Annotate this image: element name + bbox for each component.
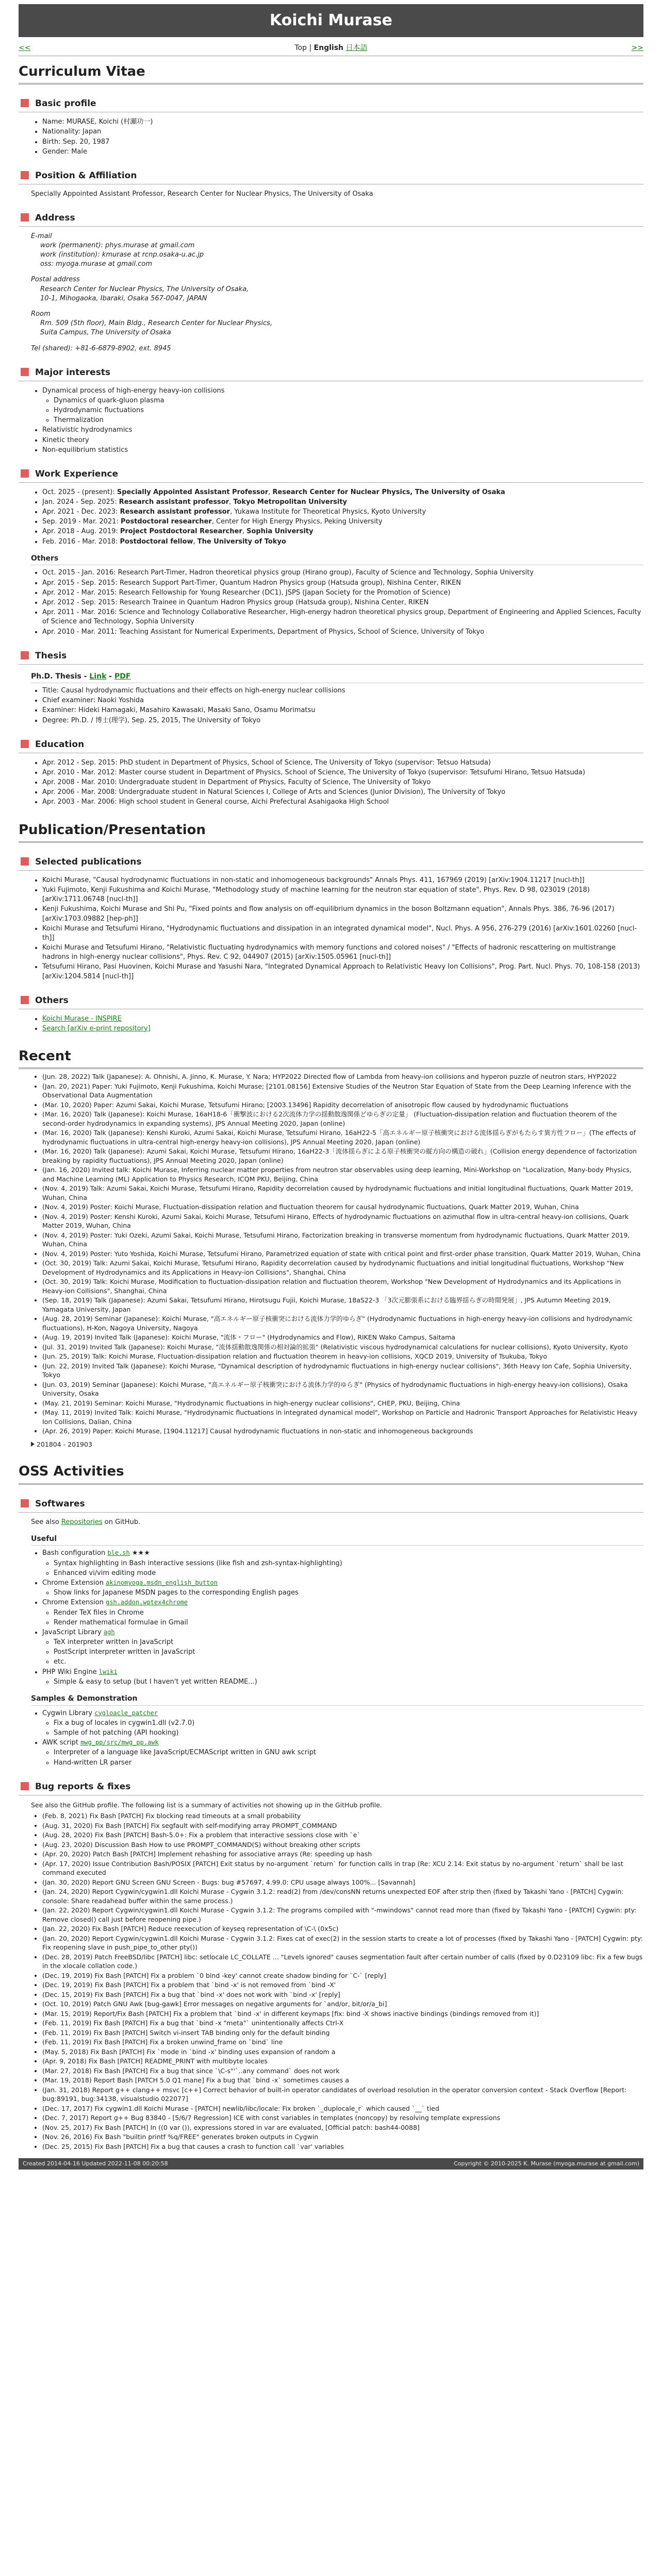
basic-profile xyxy=(19,117,643,157)
list-item: • Oct. 2025 - (present): Specially Appointed Assistant Professor, Research Center for Nuclear Physics, The University of Osaka xyxy=(42,488,643,497)
list-item: • (Dec. 7, 2017) Report g++ Bug 83840 - [5/6/7 Regression] ICE with const variables in templates (noncopy) by resolving template expressions xyxy=(42,2113,643,2123)
softwares-title: Softwares xyxy=(35,1498,85,1509)
main-content xyxy=(19,61,643,2151)
bullet-square-icon xyxy=(21,1499,29,1507)
list-item: ◦ Enhanced vi/vim editing mode xyxy=(54,1569,643,1578)
list-item: • (Jan. 20, 2020) Report Cygwin/cygwin1.dll Koichi Murase - Cygwin 3.1.2: Fixes cat of exec(2) in the session starts to create a lot of processes (fixed by Takashi Yano - [PATCH] Cygwin: pty: Fix reopening slave in push_pipe_to_other pty()) xyxy=(42,1934,643,1952)
pub-heading: Publication/Presentation xyxy=(19,820,643,843)
list-item: • Apr. 2015 - Sep. 2015: Research Support Part-Timer, Quantum Hadron Physics group (Hatsuda group), Nishina Center, RIKEN xyxy=(42,579,643,588)
list-item: • (Jul. 31, 2019) Invited Talk (Japanese): Koichi Murase, "流体揺動散逸関係の相対論的拡張" (Relativistic viscous hydrodynamical calculations for nuclear collisions), Kyoto University, Kyoto xyxy=(42,1343,643,1352)
bugs-heading xyxy=(19,1781,643,1795)
list-item xyxy=(42,1014,643,1024)
room-line: Rm. 509 (5th floor), Main Bldg., Research Center for Nuclear Physics, xyxy=(40,319,273,328)
list-item: ◦ TeX interpreter written in JavaScript xyxy=(54,1638,643,1647)
list-item: • (Apr. 9, 2018) Fix Bash [PATCH] README_PRINT with multibyte locales xyxy=(42,2057,643,2066)
role: Specially Appointed Assistant Professor xyxy=(117,488,269,496)
education-title: Education xyxy=(35,739,85,750)
bullet-square-icon xyxy=(21,213,29,222)
date: Apr. 2018 - Aug. 2019: xyxy=(42,528,118,536)
list-item: • (Jan. 20, 2021) Paper: Yuki Fujimoto, Kenji Fukushima, Koichi Murase; [2101.08156] Extensive Studies of the Neutron Star Equation of State from the Deep Learning Inference with the Observational Data Augmentation xyxy=(42,1082,643,1100)
bullet-square-icon xyxy=(21,740,29,748)
list-item: • Degree: Ph.D. / 博士(理学), Sep. 25, 2015, The University of Tokyo xyxy=(42,716,643,725)
basic-profile-heading xyxy=(19,98,643,112)
list-item: • (May. 5, 2018) Fix Bash [PATCH] Fix `mode in `bind -x' binding uses expansion of random a xyxy=(42,2047,643,2057)
thesis-pdf-link[interactable]: PDF xyxy=(114,672,131,681)
page-footer xyxy=(19,2158,643,2170)
list-item: • (Nov. 4, 2019) Poster: Kenshi Kuroki, Azumi Sakai, Koichi Murase, Tetsufumi Hirano, Effects of hydrodynamic fluctuations on azimuthal flow in ultra-central heavy-ion collisions, Quark Matter 2019, Wuhan, China xyxy=(42,1212,643,1230)
list-item: ◦ PostScript interpreter written in JavaScript xyxy=(54,1648,643,1657)
list-item xyxy=(42,1579,643,1598)
list-item: • (Apr. 20, 2020) Patch Bash [PATCH] Implement rehashing for associative arrays (Re: speeding up hash xyxy=(42,1850,643,1859)
bugs-intro: See also the GitHub profile. The following list is a summary of activities not showing up in the GitHub profile. xyxy=(31,1801,382,1809)
bullet-square-icon xyxy=(21,171,29,179)
list-item: • Relativistic hydrodynamics xyxy=(42,426,643,435)
list-item: ◦ Syntax highlighting in Bash interactive sessions (like fish and zsh-syntax-highlighting) xyxy=(54,1559,643,1568)
list-item: • Apr. 2012 - Sep. 2015: PhD student in Department of Physics, School of Science, The University of Tokyo (supervisor: Tetsuo Hatsuda) xyxy=(42,758,643,768)
list-item: • (Mar. 16, 2020) Talk (Japanese): Kenshi Kuroki, Azumi Sakai, Koichi Murase, Tetsufumi Hirano, 16aH22-5「高エネルギー原子核衝突における流体揺らぎがもたらす異方性フロー」(The effects of hydrodynamic fluctuations in ultra-central high-energy heavy-ion collisions), JPS Annual Meeting 2020, Japan (online) xyxy=(42,1128,643,1146)
list-item: • Sep. 2019 - Mar. 2021: Postdoctoral researcher, Center for High Energy Physics, Peking University xyxy=(42,517,643,527)
mwg-pp-link[interactable]: mwg_pp/src/mwg_pp.awk xyxy=(80,1739,159,1747)
list-item: • (Dec. 17, 2017) Fix cygwin1.dll Koichi Murase - [PATCH] newlib/libc/locale: Fix broken `_duplocale_r` which caused `__` tied xyxy=(42,2104,643,2113)
oss-heading: OSS Activities xyxy=(19,1461,643,1484)
list-item: • (Mar. 10, 2020) Paper: Azumi Sakai, Koichi Murase, Tetsufumi Hirano; [2003.13496] Rapidity decorrelation of anisotropic flow caused by hydrodynamic fluctuations xyxy=(42,1100,643,1110)
prev-link[interactable]: << xyxy=(19,44,31,52)
list-item: • (Oct. 30, 2019) Talk: Koichi Murase, Modification to fluctuation-dissipation relation and fluctuation theorem, Workshop "New Development of Hydrodynamics and its Applications in Heavy-ion Collisions", Shanghai, China xyxy=(42,1277,643,1295)
page-title: Koichi Murase xyxy=(270,11,392,29)
list-item: • Kenji Fukushima, Koichi Murase and Shi Pu, "Fixed points and flow analysis on off-equilibrium dynamics in the boson Boltzmann equation", Annals Phys. 386, 76-96 (2017) [arXiv:1703.09882 [hep-ph]] xyxy=(42,905,643,923)
repositories-link[interactable]: Repositories xyxy=(61,1518,103,1526)
list-item: • (Apr. 26, 2019) Paper: Koichi Murase, [1904.11217] Causal hydrodynamic fluctuations in non-static and inhomogeneous backgrounds xyxy=(42,1427,643,1436)
label: PHP Wiki Engine xyxy=(42,1668,97,1676)
bullet-square-icon xyxy=(21,996,29,1004)
list-item: • Examiner: Hideki Hamagaki, Masahiro Kawasaki, Masaki Sano, Osamu Morimatsu xyxy=(42,706,643,715)
address-block xyxy=(19,232,643,353)
list-item: • (Mar. 15, 2019) Report/Fix Bash [PATCH] Fix a problem that `bind -x' in different keymaps [fix: bind -X shows inactive bindings (bindings removed from it)] xyxy=(42,2009,643,2019)
bullet-square-icon xyxy=(21,651,29,659)
list-item: • (Oct. 10, 2019) Patch GNU Awk [bug-gawk] Error messages on negative arguments for `and/or, bit/or/a_bi] xyxy=(42,1999,643,2009)
recent-list xyxy=(19,1072,643,1449)
list-item: • (Apr. 17, 2020) Issue Contribution Bash/POSIX [PATCH] Exit status by no-argument `return` for function calls in trap (Re: XCU 2.14: Exit status by no-argument `return` shall be last command executed xyxy=(42,1859,643,1877)
list-item: • Koichi Murase, "Causal hydrodynamic fluctuations in non-static and inhomogeneous backgrounds" Annals Phys. 411, 167969 (2019) [arXiv:1904.11217 [nucl-th]] xyxy=(42,876,643,885)
text: See also xyxy=(31,1518,59,1526)
tel: Tel (shared): +81-6-6879-8902, ext. 8945 xyxy=(31,344,171,352)
list-item: • (Jan. 22, 2020) Report Cygwin/cygwin1.dll Koichi Murase - Cygwin 3.1.2: The programs compiled with "-mwindows" cannot read more than (fixed by Takashi Yano - [PATCH] Cygwin: pty: Remove closed() call just before reopening pipe.) xyxy=(42,1906,643,1924)
list-item: • (Jan. 22, 2020) Fix Bash [PATCH] Reduce reexecution of keyseq representation of \C-\ (0x5c) xyxy=(42,1924,643,1934)
wptex-extension-link[interactable]: gsh.addon.wptex4chrome xyxy=(106,1599,188,1606)
list-item xyxy=(42,1668,643,1687)
interests-heading xyxy=(19,367,643,381)
list-item: • (Feb. 11, 2019) Fix Bash [PATCH] Fix a broken unwind_frame on `bind` line xyxy=(42,2038,643,2047)
list-item: • Koichi Murase and Tetsufumi Hirano, "Relativistic fluctuating hydrodynamics with memory functions and colored noises" / "Effects of hadronic rescattering on multistrange hadrons in high-energy nuclear collisions", Phys. Rev. C 92, 044907 (2015) [arXiv:1505.05961 [nucl-th]] xyxy=(42,943,643,962)
list-item: • (Dec. 19, 2019) Fix Bash [PATCH] Fix a problem that `bind -x' is not removed from `bind -X' xyxy=(42,1980,643,1990)
recent-more[interactable] xyxy=(31,1440,643,1449)
list-item: • (Jan. 16, 2020) Invited talk: Koichi Murase, Inferring nuclear matter properties from neutron star observables using deep learning, Mini-Workshop on "Localization, Many-body Physics, and Machine Learning (ML) Application to Physics Research, ICQM PKU, Beijing, China xyxy=(42,1165,643,1183)
footer-copyright: Copyright © 2010-2025 K. Murase (myoga.murase at gmail.com) xyxy=(454,2160,639,2167)
org: Yukawa Institute for Theoretical Physics, Kyoto University xyxy=(234,508,426,516)
address-heading xyxy=(19,212,643,227)
room-label: Room xyxy=(31,310,51,318)
footer-dates: Created 2014-04-16 Updated 2022-11-08 00:20:58 xyxy=(23,2160,168,2167)
list-item: • Gender: Male xyxy=(42,147,643,157)
list-item: ◦ etc. xyxy=(54,1657,643,1667)
japanese-link[interactable]: 日本語 xyxy=(345,44,368,52)
top-navigation xyxy=(19,43,643,55)
list-item: • (Oct. 30, 2019) Talk: Azumi Sakai, Koichi Murase, Tetsufumi Hirano, Rapidity decorrelation caused by hydrodynamic fluctuations and initial longitudinal fluctuations, Workshop "New Development of Hydrodynamics and its Applications in Heavy-ion Collisions", Shanghai, China xyxy=(42,1259,643,1277)
bugs-list xyxy=(19,1801,643,2151)
email-line: work (permanent): phys.murase at gmail.com xyxy=(40,241,195,249)
postal-line: 10-1, Mihogaoka, Ibaraki, Osaka 567-0047, JAPAN xyxy=(40,294,207,302)
list-item: ◦ Dynamics of quark-gluon plasma xyxy=(54,396,643,405)
list-item: • Name: MURASE, Koichi (村瀬功一) xyxy=(42,117,643,127)
useful-heading: Useful xyxy=(31,1534,643,1546)
list-item: • (Dec. 19, 2019) Fix Bash [PATCH] Fix a problem `0 bind -key' cannot create shadow binding for `C-` [reply] xyxy=(42,1971,643,1980)
label: Cygwin Library xyxy=(42,1709,93,1717)
list-item: • (Jan. 24, 2020) Report Cygwin/cygwin1.dll Koichi Murase - Cygwin 3.1.2: read(2) from /dev/consNN returns unexpected EOF after strip then (fixed by Takashi Yano - [PATCH] Cygwin: console: Share readahead buffer within the same process.) xyxy=(42,1887,643,1905)
recent-heading: Recent xyxy=(19,1046,643,1069)
list-item: • Yuki Fujimoto, Kenji Fukushima and Koichi Murase, "Methodology study of machine learning for the neutron star equation of state", Phys. Rev. D 98, 023019 (2018) [arXiv:1711.06748 [nucl-th]] xyxy=(42,886,643,904)
list-item: • Oct. 2015 - Jan. 2016: Research Part-Timer, Hadron theoretical physics group (Hirano group), Faculty of Science and Technology, Sophia University xyxy=(42,568,643,578)
bullet-square-icon xyxy=(21,1782,29,1790)
list-item: • (Jun. 28, 2022) Talk (Japanese): A. Ohnishi, A. Jinno, K. Murase, Y. Nara; HYP2022 Directed flow of Lambda from heavy-ion collisions and hyperon puzzle of neutron stars, HYP2022 xyxy=(42,1072,643,1081)
list-item: • Apr. 2021 - Dec. 2023: Research assistant professor, Yukawa Institute for Theoretical Physics, Kyoto University xyxy=(42,507,643,517)
role: Postdoctoral fellow xyxy=(120,537,193,546)
samples-heading: Samples & Demonstration xyxy=(31,1694,643,1706)
thesis xyxy=(19,672,643,725)
arxiv-link[interactable]: Search [arXiv e-print repository] xyxy=(42,1024,151,1032)
list-item: • (Nov. 25, 2017) Fix Bash [PATCH] In ((0 var ()), expressions stored in var are evaluated, [Official patch: bash44-0088] xyxy=(42,2123,643,2132)
list-item: • (Feb. 8, 2021) Fix Bash [PATCH] Fix blocking read timeouts at a small probability xyxy=(42,1811,643,1821)
list-item xyxy=(42,1024,643,1033)
list-item: • Apr. 2012 - Sep. 2015: Research Trainee in Quantum Hadron Physics group (Hatsuda group), Nishina Center, RIKEN xyxy=(42,598,643,607)
list-item xyxy=(42,1709,643,1738)
list-item: • (Nov. 4, 2019) Talk: Azumi Sakai, Koichi Murase, Tetsufumi Hirano, Rapidity decorrelation caused by hydrodynamic fluctuations and initial longitudinal fluctuations, Quark Matter 2019, Wuhan, China xyxy=(42,1184,643,1202)
list-item: • Kinetic theory xyxy=(42,436,643,445)
position-text: Specially Appointed Assistant Professor, Research Center for Nuclear Physics, The University of Osaka xyxy=(31,190,373,198)
list-item: • (Mar. 16, 2020) Talk (Japanese): Azumi Sakai, Koichi Murase, Tetsufumi Hirano, 16aH22-3「流体揺らぎによる原子核衝突の縦方向の構造の破れ」(Collision energy dependence of factorization breaking by rapidity fluctuations), JPS Annual Meeting 2020, Japan (online) xyxy=(42,1147,643,1165)
education xyxy=(19,758,643,807)
softwares-intro xyxy=(19,1518,643,1768)
pub-others-title: Others xyxy=(35,995,69,1006)
work-heading xyxy=(19,468,643,483)
list-item: • (Dec. 15, 2019) Fix Bash [PATCH] Fix a bug that `bind -x' does not work with `bind -x' [reply] xyxy=(42,1990,643,1999)
position-title: Position & Affiliation xyxy=(35,170,137,181)
role: Research assistant professor xyxy=(120,508,230,516)
email-line: work (institution): kmurase at rcnp.osaka-u.ac.jp xyxy=(40,251,204,259)
role: Project Postdoctoral Researcher xyxy=(120,528,242,536)
nav-center: Top | English 日本語 xyxy=(294,44,368,52)
list-item xyxy=(42,1598,643,1628)
list-item xyxy=(42,386,643,426)
bullet-square-icon xyxy=(21,99,29,107)
interest-label: Dynamical process of high-energy heavy-ion collisions xyxy=(42,386,225,395)
list-item: ◦ Render mathematical formulae in Gmail xyxy=(54,1618,643,1628)
recent-items xyxy=(31,1072,643,1436)
selected-pub-heading xyxy=(19,856,643,871)
work-others-heading: Others xyxy=(31,554,643,566)
list-item: • Apr. 2011 - Mar. 2016: Science and Technology Collaborative Researcher, High-energy hadron theoretical physics group, Department of Engineering and Applied Sciences, Faculty of Science and Technology, Sophia University xyxy=(42,608,643,626)
work-list xyxy=(19,488,643,637)
list-item: • (Aug. 23, 2020) Discussion Bash How to use PROMPT_COMMAND(S) without breaking other scripts xyxy=(42,1840,643,1850)
role: Postdoctoral researcher xyxy=(121,518,212,526)
list-item: • (Dec. 28, 2019) Patch FreeBSD/libc [PATCH] libc: setlocale LC_COLLATE ... "Levels ignored" causes segmentation fault after certain number of calls (fixed by 0.D23109 libc: Fix a few bugs in the xlocale collation code.) xyxy=(42,1953,643,1971)
lwiki-link[interactable]: lwiki xyxy=(98,1668,118,1675)
label: Bash configuration xyxy=(42,1549,106,1557)
list-item: • Feb. 2016 - Mar. 2018: Postdoctoral fellow, The University of Tokyo xyxy=(42,537,643,547)
thesis-title: Thesis xyxy=(35,650,67,661)
top-link[interactable]: Top xyxy=(294,44,307,52)
text: on GitHub. xyxy=(104,1518,141,1526)
org: The University of Tokyo xyxy=(197,537,286,546)
bullet-square-icon xyxy=(21,469,29,478)
english-link[interactable]: English xyxy=(313,44,344,52)
work-title: Work Experience xyxy=(35,468,119,479)
msdn-extension-link[interactable]: akinomyoga.msdn_english_button xyxy=(106,1579,218,1586)
list-item: • (Aug. 28, 2020) Fix Bash [PATCH] Bash-5.0+: Fix a problem that interactive sessions close with `e` xyxy=(42,1831,643,1840)
phd-thesis-label: Ph.D. Thesis - Link - PDF xyxy=(31,672,643,684)
thesis-heading xyxy=(19,650,643,665)
list-item: • (Jun. 03, 2019) Seminar (Japanese): Koichi Murase, "高エネルギー原子核衝突における流体力学的ゆらぎ" (Physics of hydrodynamic fluctuations in high-energy heavy-ion collisions), Osaka University, Osaka xyxy=(42,1380,643,1398)
list-item: • Apr. 2012 - Mar. 2015: Research Fellowship for Young Researcher (DC1), JSPS (Japan Society for the Promotion of Science) xyxy=(42,588,643,598)
date: Jan. 2024 - Sep. 2025: xyxy=(42,498,117,506)
list-item: • (Nov. 4, 2019) Poster: Yuto Yoshida, Koichi Murase, Tetsufumi Hirano, Parametrized equation of state with critical point and first-order phase transition, Quark Matter 2019, Wuhan, China xyxy=(42,1249,643,1259)
email-line: oss: myoga.murase at gmail.com xyxy=(40,260,152,268)
selected-pub-title: Selected publications xyxy=(35,856,142,867)
list-item: • (Jun. 25, 2019) Talk: Koichi Murase, Fluctuation-dissipation relation and fluctuation theorem in heavy-ion collisions, XQCD 2019, University of Tsukuba, Tokyo xyxy=(42,1352,643,1361)
list-item: • Apr. 2008 - Mar. 2010: Undergraduate student in Department of Physics, Faculty of Science, The University of Tokyo xyxy=(42,778,643,787)
date: Apr. 2021 - Dec. 2023: xyxy=(42,508,118,516)
list-item: • Apr. 2018 - Aug. 2019: Project Postdoctoral Researcher, Sophia University xyxy=(42,527,643,536)
list-item: • (Jan. 31, 2018) Report g++ clang++ msvc [c++] Correct behavior of built-in operator candidates of overload resolution in the operator conversion context - Stack Overflow [Report: bug:89191, bug:34138, visualstudio 022077] xyxy=(42,2086,643,2104)
date: Feb. 2016 - Mar. 2018: xyxy=(42,537,118,546)
list-item: ◦ Hand-written LR parser xyxy=(54,1758,643,1768)
org: Tokyo Metropolitan University xyxy=(233,498,347,506)
label: Ph.D. Thesis xyxy=(31,672,81,681)
recent-more-label: 201804 - 201903 xyxy=(37,1440,92,1448)
email-label: E-mail xyxy=(31,232,52,240)
star-rating: ★★★ xyxy=(131,1549,150,1557)
list-item: • (Mar. 16, 2020) Talk (Japanese): Koichi Murase, 16aH18-6「衝撃波における2次流体力学の揺動散逸関係どゆらぎの定量」 (Fluctuation-dissipation relation and fluctuation theorem of the second-order hydrodynamics in expanding systems), JPS Annual Meeting 2020, Japan (online) xyxy=(42,1110,643,1128)
room-line: Suita Campus, The University of Osaka xyxy=(40,329,171,337)
page-header xyxy=(19,4,643,37)
list-item: • (Mar. 19, 2018) Report Bash [PATCH 5.0 Q1 mane] Fix a bug that `bind -x` sometimes causes a xyxy=(42,2076,643,2085)
list-item: • Apr. 2010 - Mar. 2012: Master course student in Department of Physics, School of Science, The University of Tokyo (supervisor: Tetsufumi Hirano, Tetsuo Hatsuda) xyxy=(42,768,643,777)
list-item: • (Feb. 11, 2019) Fix Bash [PATCH] Fix a bug that `bind -x "meta"` unintentionally affects Ctrl-X xyxy=(42,2019,643,2028)
interests xyxy=(19,386,643,455)
list-item: • Koichi Murase and Tetsufumi Hirano, "Hydrodynamic fluctuations and dissipation in an integrated dynamical model", Nucl. Phys. A 956, 276-279 (2016) [arXiv:1601.02260 [nucl-th]] xyxy=(42,924,643,943)
expand-arrow-icon xyxy=(31,1442,35,1447)
list-item: • (Nov. 26, 2016) Fix Bash "builtin printf %q/FREE" generates broken outputs in Cygwin xyxy=(42,2132,643,2142)
list-item: • Non-equilibrium statistics xyxy=(42,446,643,455)
agh-link[interactable]: agh xyxy=(103,1628,115,1636)
list-item: • (Aug. 19, 2019) Invited Talk (Japanese): Koichi Murase, "流体・フロー" (Hydrodynamics and Flow), RIKEN Wako Campus, Saitama xyxy=(42,1333,643,1342)
list-item: ◦ Hydrodynamic fluctuations xyxy=(54,406,643,415)
org: Center for High Energy Physics, Peking University xyxy=(216,518,383,526)
list-item: • (Feb. 11, 2019) Fix Bash [PATCH] Switch vi-insert TAB binding only for the default binding xyxy=(42,2028,643,2038)
softwares-heading xyxy=(19,1498,643,1513)
thesis-link[interactable]: Link xyxy=(89,672,107,681)
list-item: • Apr. 2010 - Mar. 2011: Teaching Assistant for Numerical Experiments, Department of Physics, School of Science, University of Tokyo xyxy=(42,628,643,637)
list-item: • (May. 21, 2019) Seminar: Koichi Murase, "Hydrodynamic fluctuations in high-energy nuclear collisions", CHEP, PKU, Beijing, China xyxy=(42,1399,643,1408)
label: Chrome Extension xyxy=(42,1599,104,1607)
list-item: • (Aug. 31, 2020) Fix Bash [PATCH] Fix segfault with self-modifying array PROMPT_COMMAND xyxy=(42,1821,643,1831)
list-item: • Nationality: Japan xyxy=(42,127,643,137)
list-item: • Birth: Sep. 20, 1987 xyxy=(42,138,643,147)
bullet-square-icon xyxy=(21,857,29,866)
postal-line: Research Center for Nuclear Physics, The University of Osaka, xyxy=(40,285,249,293)
list-item: • Tetsufumi Hirano, Pasi Huovinen, Koichi Murase and Yasushi Nara, "Integrated Dynamical Approach to Relativistic Heavy Ion Collisions", Prog. Part. Nucl. Phys. 70, 108-158 (2013) [arXiv:1204.5814 [nucl-th]] xyxy=(42,962,643,981)
list-item: • Apr. 2003 - Mar. 2006: High school student in General course, Aichi Prefectural Asahigaoka High School xyxy=(42,798,643,807)
list-item: ◦ Sample of hot patching (API hooking) xyxy=(54,1728,643,1738)
position-heading xyxy=(19,170,643,184)
label: AWK script xyxy=(42,1739,78,1747)
list-item: • (Jan. 30, 2020) Report GNU Screen GNU Screen - Bugs: bug #57697, 4.99.0: CPU usage always 100%... [Savannah] xyxy=(42,1878,643,1887)
cv-heading: Curriculum Vitae xyxy=(19,61,643,84)
list-item xyxy=(42,1738,643,1768)
role: Research assistant professor xyxy=(119,498,229,506)
list-item: ◦ Fix a bug of locales in cygwin1.dll (v2.7.0) xyxy=(54,1719,643,1728)
list-item: • Chief examiner: Naoki Yoshida xyxy=(42,696,643,705)
next-link[interactable]: >> xyxy=(631,44,643,52)
basic-profile-title: Basic profile xyxy=(35,98,96,109)
list-item: • (Mar. 27, 2018) Fix Bash [PATCH] Fix a bug that since `\C-s"'`..any command` does not work xyxy=(42,2066,643,2076)
inspire-link[interactable]: Koichi Murase - INSPIRE xyxy=(42,1014,122,1023)
list-item: ◦ Interpreter of a language like JavaScript/ECMAScript written in GNU awk script xyxy=(54,1748,643,1757)
date: Sep. 2019 - Mar. 2021: xyxy=(42,518,119,526)
list-item xyxy=(42,1549,643,1578)
postal-label: Postal address xyxy=(31,276,80,284)
interests-title: Major interests xyxy=(35,367,111,378)
selected-publications xyxy=(19,876,643,981)
bug-items xyxy=(31,1811,643,2151)
list-item: • (Jun. 22, 2019) Invited Talk (Japanese): Koichi Murase, "Dynamical description of hydrodynamic fluctuations in high-energy nuclear collisions", 36th Heavy Ion Cafe, Sophia University, Tokyo xyxy=(42,1362,643,1380)
date: Oct. 2025 - (present): xyxy=(42,488,115,496)
bugs-title: Bug reports & fixes xyxy=(35,1781,131,1792)
org: Research Center for Nuclear Physics, The University of Osaka xyxy=(272,488,505,496)
cygloacle-link[interactable]: cygloacle_patcher xyxy=(94,1709,158,1717)
list-item: • Title: Causal hydrodynamic fluctuations and their effects on high-energy nuclear collisions xyxy=(42,686,643,696)
education-heading xyxy=(19,739,643,753)
org: Sophia University xyxy=(246,528,313,536)
list-item: • (May. 11, 2019) Invited Talk: Koichi Murase, "Hydrodynamic fluctuations in integrated dynamical model", Workshop on Particle and Hadronic Transport Approaches for Relativistic Heavy Ion Collisions, Dalian, China xyxy=(42,1408,643,1426)
list-item: • (Nov. 4, 2019) Poster: Koichi Murase, Fluctuation-dissipation relation and fluctuation theorem for causal hydrodynamic fluctuations, Quark Matter 2019, Wuhan, China xyxy=(42,1202,643,1212)
pub-others xyxy=(19,1014,643,1033)
blesh-link[interactable]: ble.sh xyxy=(107,1549,130,1557)
list-item: ◦ Simple & easy to setup (but I haven't yet written README...) xyxy=(54,1677,643,1687)
list-item xyxy=(42,1628,643,1667)
pub-others-heading xyxy=(19,995,643,1009)
list-item: • (Dec. 25, 2015) Fix Bash [PATCH] Fix a bug that causes a crash to function call `var' variables xyxy=(42,2142,643,2151)
label: Chrome Extension xyxy=(42,1579,104,1587)
list-item: ◦ Thermalization xyxy=(54,416,643,425)
list-item: • (Sep. 18, 2019) Talk (Japanese): Azumi Sakai, Tetsufumi Hirano, Hirotsugu Fujii, Koichi Murase, 18aS22-3 「3次元膨張系における臨界揺らぎの時間発展」, JPS Autumn Meeting 2019, Yamagata University, Japan xyxy=(42,1296,643,1314)
list-item: • Apr. 2006 - Mar. 2008: Undergraduate student in Natural Sciences I, College of Arts and Sciences (Junior Division), The University of Tokyo xyxy=(42,788,643,797)
list-item: • (Nov. 4, 2019) Poster: Yuki Ozeki, Azumi Sakai, Koichi Murase, Tetsufumi Hirano, Factorization breaking in transverse momentum from hydrodynamic fluctuations, Quark Matter 2019, Wuhan, China xyxy=(42,1231,643,1249)
label: JavaScript Library xyxy=(42,1628,102,1636)
list-item: • (Aug. 28, 2019) Seminar (Japanese): Koichi Murase, "高エネルギー原子核衝突における流体力学的ゆらぎ" (Hydrodynamic fluctuations in high-energy heavy-ion collisions and hydrodynamic fluctuations), H-Kon, Nagoya University, Nagoya xyxy=(42,1314,643,1332)
bullet-square-icon xyxy=(21,368,29,376)
list-item: • Jan. 2024 - Sep. 2025: Research assistant professor, Tokyo Metropolitan University xyxy=(42,498,643,507)
list-item: ◦ Render TeX files in Chrome xyxy=(54,1608,643,1618)
list-item: ◦ Show links for Japanese MSDN pages to the corresponding English pages xyxy=(54,1588,643,1598)
address-title: Address xyxy=(35,212,75,223)
